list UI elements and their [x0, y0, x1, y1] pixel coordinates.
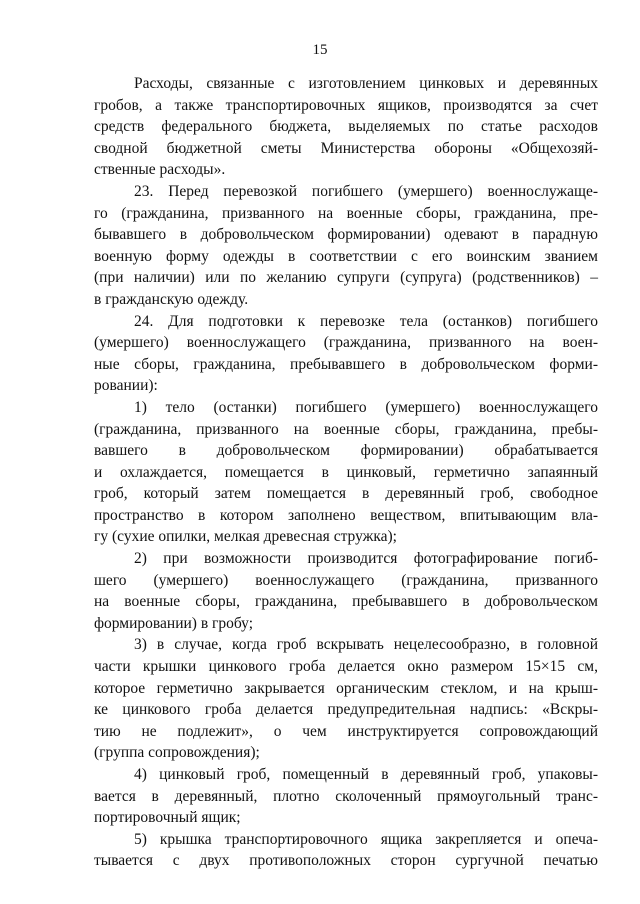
text-line: гроб, который затем помещается в деревянный гроб, свободное — [94, 485, 598, 503]
text-line: 24. Для подготовки к перевозке тела (останков) погибшего — [134, 312, 598, 330]
text-line: сводной бюджетной сметы Министерства обороны «Общехозяй- — [94, 139, 598, 157]
text-line: вавшего в добровольческом формировании) обрабатывается — [94, 442, 598, 460]
text-line: 3) в случае, когда гроб вскрывать нецелесообразно, в головной — [134, 636, 598, 654]
text-line: (при наличии) или по желанию супруги (супруга) (родственников) – — [94, 269, 598, 287]
text-line: в гражданскую одежду. — [94, 290, 249, 308]
text-line: 5) крышка транспортировочного ящика закрепляется и опеча- — [134, 830, 598, 848]
document-body — [94, 73, 598, 872]
text-line: (группа сопровождения); — [94, 744, 260, 762]
text-line: (умершего) военнослужащего (гражданина, призванного на воен- — [94, 334, 598, 352]
text-line: 23. Перед перевозкой погибшего (умершего) военнослужаще- — [134, 182, 598, 200]
text-line: тию не подлежит», о чем инструктируется сопровождающий — [94, 722, 598, 740]
text-line: 4) цинковый гроб, помещенный в деревянный гроб, упаковы- — [134, 766, 598, 783]
text-line: пространство в котором заполнено веществом, впитывающим вла- — [94, 506, 598, 524]
text-line: ные сборы, гражданина, пребывавшего в добровольческом форми- — [94, 355, 598, 373]
text-line: го (гражданина, призванного на военные сборы, гражданина, пре- — [94, 204, 598, 222]
text-line: ровании): — [94, 377, 158, 395]
text-line: 1) тело (останки) погибшего (умершего) военнослужащего — [134, 398, 598, 416]
text-line: гробов, а также транспортировочных ящиков, производятся за счет — [94, 96, 598, 114]
text-line: портировочный ящик; — [94, 809, 241, 827]
text-line: которое герметично закрывается органическим стеклом, и на крыш- — [94, 679, 598, 697]
text-line: 2) при возможности производится фотографирование погиб- — [134, 550, 598, 568]
text-line: Расходы, связанные с изготовлением цинковых и деревянных — [134, 75, 598, 92]
text-line: гу (сухие опилки, мелкая древесная стружка); — [94, 528, 397, 546]
text-line: части крышки цинкового гроба делается окно размером 15×15 см, — [94, 658, 598, 676]
text-line: ственные расходы». — [94, 161, 226, 179]
text-line: тывается с двух противоположных сторон сургучной печатью — [94, 852, 598, 870]
text-line: вается в деревянный, плотно сколоченный прямоугольный транс- — [94, 787, 598, 805]
page-number: 15 — [312, 42, 328, 58]
text-line: средств федерального бюджета, выделяемых по статье расходов — [94, 118, 598, 136]
text-line: бывавшего в добровольческом формировании) одевают в парадную — [94, 226, 598, 244]
text-line: военную форму одежды в соответствии с его воинским званием — [94, 247, 598, 265]
text-line: шего (умершего) военнослужащего (гражданина, призванного — [94, 571, 598, 589]
text-line: формировании) в гробу; — [94, 614, 254, 632]
text-line: и охлаждается, помещается в цинковый, герметично запаянный — [94, 463, 598, 481]
text-line: на военные сборы, гражданина, пребывавшего в добровольческом — [94, 593, 598, 611]
text-line: (гражданина, призванного на военные сборы, гражданина, пребы- — [94, 420, 598, 438]
text-line: ке цинкового гроба делается предупредительная надпись: «Вскры- — [94, 701, 598, 719]
